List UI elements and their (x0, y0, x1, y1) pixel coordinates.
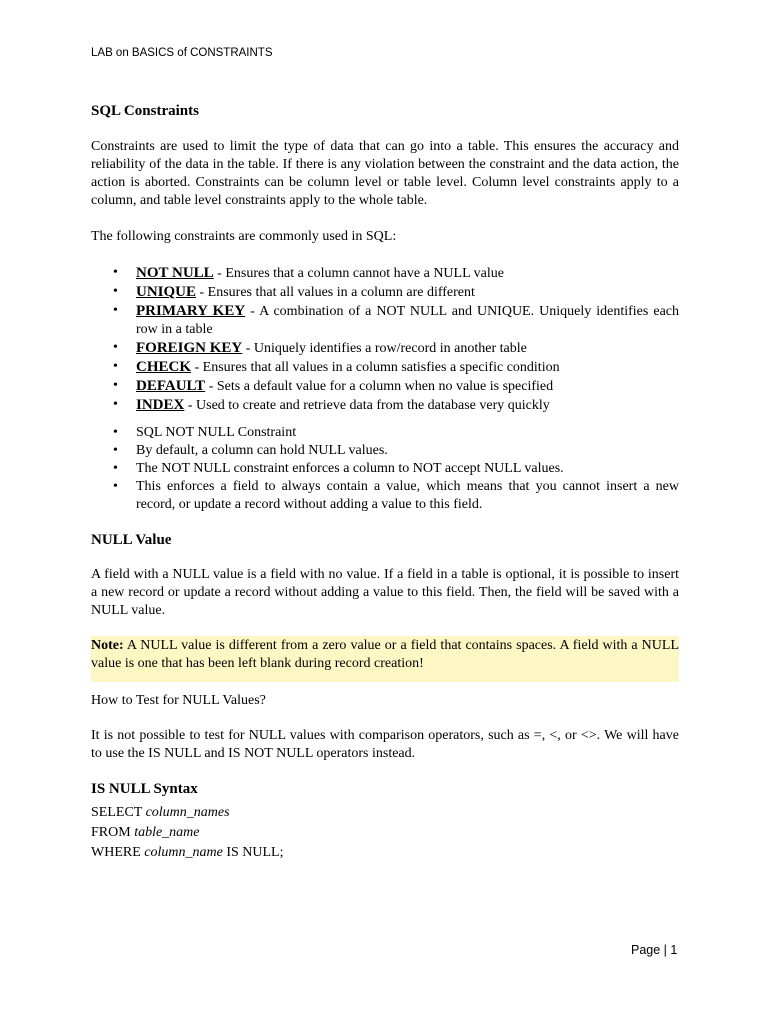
syntax-keyword: FROM (91, 825, 135, 840)
constraint-name: INDEX (136, 397, 185, 413)
syntax-keyword: SELECT (91, 805, 146, 820)
list-item (136, 396, 679, 415)
list-item (136, 339, 679, 358)
syntax-line-select (91, 803, 679, 823)
list-item: • The NOT NULL constraint enforces a column to NOT accept NULL values. (136, 460, 679, 478)
test-paragraph: It is not possible to test for NULL values with comparison operators, such as =, <, or <>. We will have to use the IS NULL and IS NOT NULL operators instead. (91, 728, 679, 761)
note-text: A NULL value is different from a zero value or a field that contains spaces. A field with a NULL value is one that has been left blank during record creation! (91, 638, 679, 671)
list-item: • By default, a column can hold NULL values. (136, 442, 679, 460)
section-heading-is-null-syntax: IS NULL Syntax (91, 781, 198, 797)
list-item (136, 264, 679, 283)
constraint-name: UNIQUE (136, 284, 197, 300)
syntax-block (91, 803, 679, 863)
constraints-list (91, 264, 679, 415)
section-heading-null-value: NULL Value (91, 532, 172, 548)
syntax-line-where (91, 843, 679, 863)
syntax-placeholder: column_name (144, 845, 223, 860)
constraint-desc: - Sets a default value for a column when no value is specified (205, 379, 554, 394)
constraint-desc: - Ensures that a column cannot have a NULL value (213, 266, 504, 281)
list-item: • SQL NOT NULL Constraint (136, 424, 679, 442)
list-item: • This enforces a field to always contain a value, which means that you cannot insert a new record, or update a record without adding a value to this field. (136, 478, 679, 514)
constraint-name: PRIMARY KEY (136, 303, 246, 319)
page-number: Page | 1 (631, 943, 678, 957)
syntax-tail: IS NULL; (222, 845, 284, 860)
list-item (136, 377, 679, 396)
constraint-desc: - Ensures that all values in a column satisfies a specific condition (191, 360, 560, 375)
test-question: How to Test for NULL Values? (91, 693, 266, 708)
constraints-lead: The following constraints are commonly used in SQL: (91, 229, 397, 244)
constraint-desc: - Used to create and retrieve data from the database very quickly (184, 398, 550, 413)
list-item (136, 358, 679, 377)
syntax-placeholder: column_names (145, 805, 230, 820)
note-box (91, 636, 679, 682)
constraint-name: FOREIGN KEY (136, 340, 243, 356)
section-heading-sql-constraints: SQL Constraints (91, 103, 199, 119)
constraint-name: DEFAULT (136, 378, 206, 394)
constraint-desc: - Ensures that all values in a column are different (196, 285, 475, 300)
document-body (91, 101, 679, 863)
syntax-placeholder: table_name (134, 825, 200, 840)
intro-paragraph: Constraints are used to limit the type of data that can go into a table. This ensures the accuracy and reliability of the data in the table. If there is any violation between the constraint and the data action, the action is aborted. Constraints can be column level or table level. Column level constraints apply to a column, and table level constraints apply to the whole table. (91, 139, 679, 208)
note-label: Note: (91, 638, 124, 653)
constraint-name: CHECK (136, 359, 192, 375)
constraint-desc: - Uniquely identifies a row/record in another table (242, 341, 527, 356)
list-item (136, 283, 679, 302)
page-header: LAB on BASICS of CONSTRAINTS (91, 47, 273, 59)
syntax-line-from (91, 823, 679, 843)
constraint-name: NOT NULL (136, 265, 214, 281)
null-value-paragraph: A field with a NULL value is a field with no value. If a field in a table is optional, it is possible to insert a new record or update a record without adding a value to this field. Then, the field will be saved with a NULL value. (91, 567, 679, 618)
syntax-keyword: WHERE (91, 845, 145, 860)
list-item (136, 302, 679, 339)
notnull-points-list (91, 424, 679, 514)
constraint-desc: - A combination of a NOT NULL and UNIQUE. Uniquely identifies each row in a table (136, 304, 679, 337)
